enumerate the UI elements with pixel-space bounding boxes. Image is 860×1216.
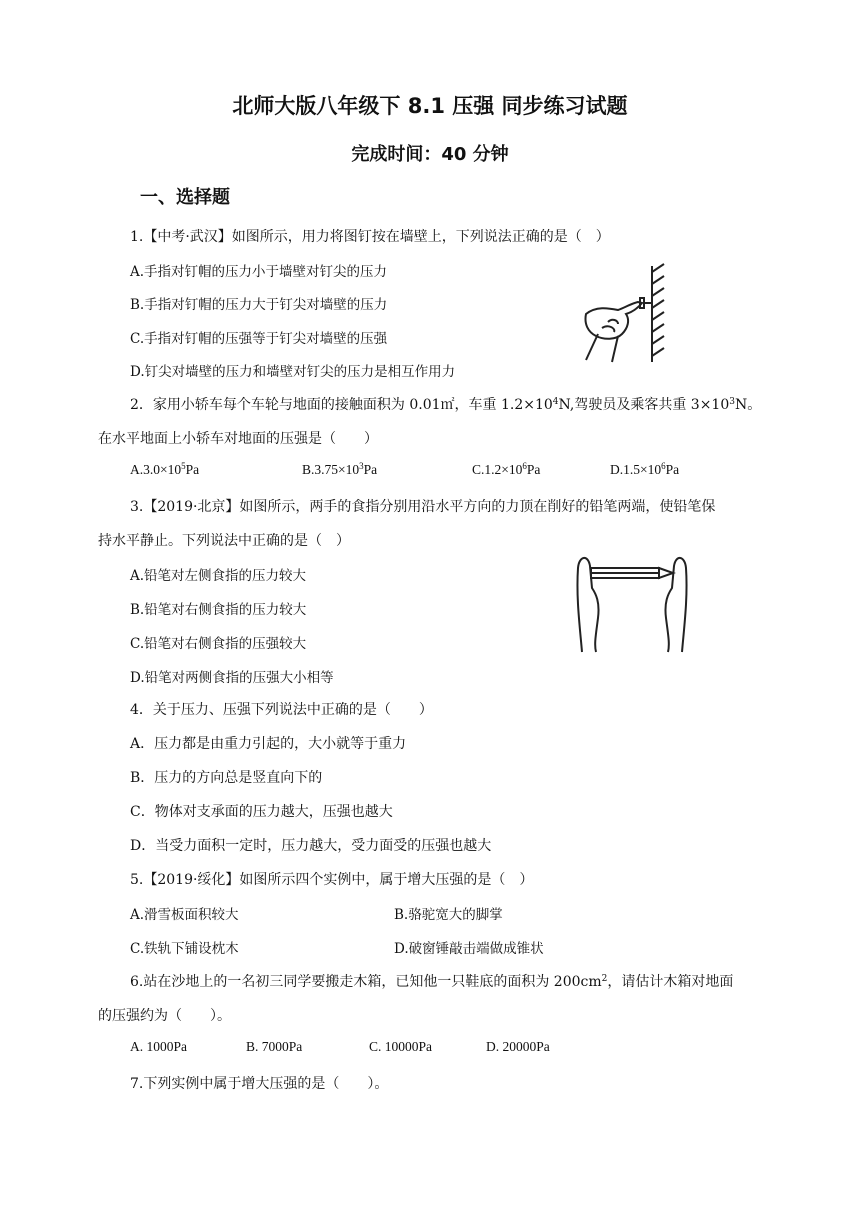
- question-2-text-part: N,驾驶员及乘客共重 3×10: [558, 397, 730, 413]
- question-4-option-a: A．压力都是由重力引起的，大小就等于重力: [130, 736, 407, 752]
- question-1-option-c: C.手指对钉帽的压强等于钉尖对墙壁的压强: [130, 331, 388, 347]
- question-1-option-d: D.钉尖对墙壁的压力和墙壁对钉尖的压力是相互作用力: [130, 364, 456, 380]
- question-2-text-part: N。: [734, 397, 762, 413]
- question-1-option-b: B.手指对钉帽的压力大于钉尖对墙壁的压力: [130, 297, 388, 313]
- question-6-option-a: A. 1000Pa: [130, 1039, 187, 1054]
- thumbtack-wall-figure: [578, 262, 668, 366]
- section-heading: 一、选择题: [140, 187, 230, 208]
- pencil-fingers-figure: [574, 548, 690, 654]
- question-3-option-c: C.铅笔对右侧食指的压强较大: [130, 636, 307, 652]
- option-text: C.1.2×10: [472, 462, 523, 477]
- page-title: 北师大版八年级下 8.1 压强 同步练习试题: [232, 94, 628, 118]
- option-unit: Pa: [363, 462, 378, 477]
- question-3-line-1: 3.【2019·北京】如图所示，两手的食指分别用沿水平方向的力顶在削好的铅笔两端，使铅笔保: [130, 499, 716, 515]
- question-2-option-b: [302, 462, 377, 478]
- question-6-option-d: D. 20000Pa: [486, 1039, 550, 1054]
- question-2-option-c: [472, 462, 540, 478]
- question-6-line-1: [130, 971, 733, 991]
- question-2-option-a: [130, 462, 199, 478]
- question-6-superscript: 2: [601, 974, 608, 984]
- option-superscript: 5: [181, 461, 186, 471]
- question-7-stem: 7.下列实例中属于增大压强的是（ ）。: [130, 1076, 389, 1092]
- option-superscript: 6: [661, 461, 666, 471]
- question-4-option-b: B．压力的方向总是竖直向下的: [130, 770, 323, 786]
- question-4-option-c: C．物体对支承面的压力越大，压强也越大: [130, 804, 393, 820]
- question-2-superscript: 4: [552, 397, 559, 407]
- question-2-option-d: [610, 462, 679, 478]
- question-1-option-a: A.手指对钉帽的压力小于墙壁对钉尖的压力: [130, 264, 388, 280]
- option-unit: Pa: [185, 462, 200, 477]
- option-unit: Pa: [665, 462, 680, 477]
- question-4-option-d: D．当受力面积一定时，压力越大，受力面受的压强也越大: [130, 838, 492, 854]
- option-text: A.3.0×10: [130, 462, 182, 477]
- question-2-line-2: 在水平地面上小轿车对地面的压强是（ ）: [98, 431, 378, 447]
- question-5-option-b: B.骆驼宽大的脚掌: [394, 907, 503, 923]
- question-6-text-part: 6.站在沙地上的一名初三同学要搬走木箱，已知他一只鞋底的面积为 200cm: [130, 974, 602, 990]
- option-unit: Pa: [526, 462, 541, 477]
- option-superscript: 6: [522, 461, 527, 471]
- option-text: B.3.75×10: [302, 462, 360, 477]
- question-3-line-2: 持水平静止。下列说法中正确的是（ ）: [98, 533, 350, 549]
- question-3-option-d: D.铅笔对两侧食指的压强大小相等: [130, 670, 334, 686]
- question-1-stem: 1.【中考·武汉】如图所示，用力将图钉按在墙壁上，下列说法正确的是（ ）: [130, 229, 610, 245]
- question-6-option-c: C. 10000Pa: [369, 1039, 433, 1054]
- question-2-superscript: 3: [729, 397, 735, 407]
- page-subtitle: 完成时间：40 分钟: [351, 144, 509, 165]
- question-6-text-part: ，请估计木箱对地面: [607, 974, 734, 990]
- question-5-option-c: C.铁轨下铺设枕木: [130, 941, 239, 957]
- question-5-option-a: A.滑雪板面积较大: [130, 907, 239, 923]
- option-text: D.1.5×10: [610, 462, 662, 477]
- question-3-option-a: A.铅笔对左侧食指的压力较大: [130, 568, 307, 584]
- question-6-option-b: B. 7000Pa: [246, 1039, 303, 1054]
- question-2-text-part: 2．家用小轿车每个车轮与地面的接触面积为 0.01㎡，车重 1.2×10: [130, 397, 553, 413]
- question-5-stem: 5.【2019·绥化】如图所示四个实例中，属于增大压强的是（ ）: [130, 872, 534, 888]
- question-4-stem: 4．关于压力、压强下列说法中正确的是（ ）: [130, 702, 433, 718]
- question-5-option-d: D.破窗锤敲击端做成锥状: [394, 941, 544, 957]
- option-superscript: 3: [359, 461, 364, 471]
- question-3-option-b: B.铅笔对右侧食指的压力较大: [130, 602, 307, 618]
- question-6-line-2: 的压强约为（ ）。: [98, 1008, 231, 1024]
- question-2-line-1: [130, 394, 761, 414]
